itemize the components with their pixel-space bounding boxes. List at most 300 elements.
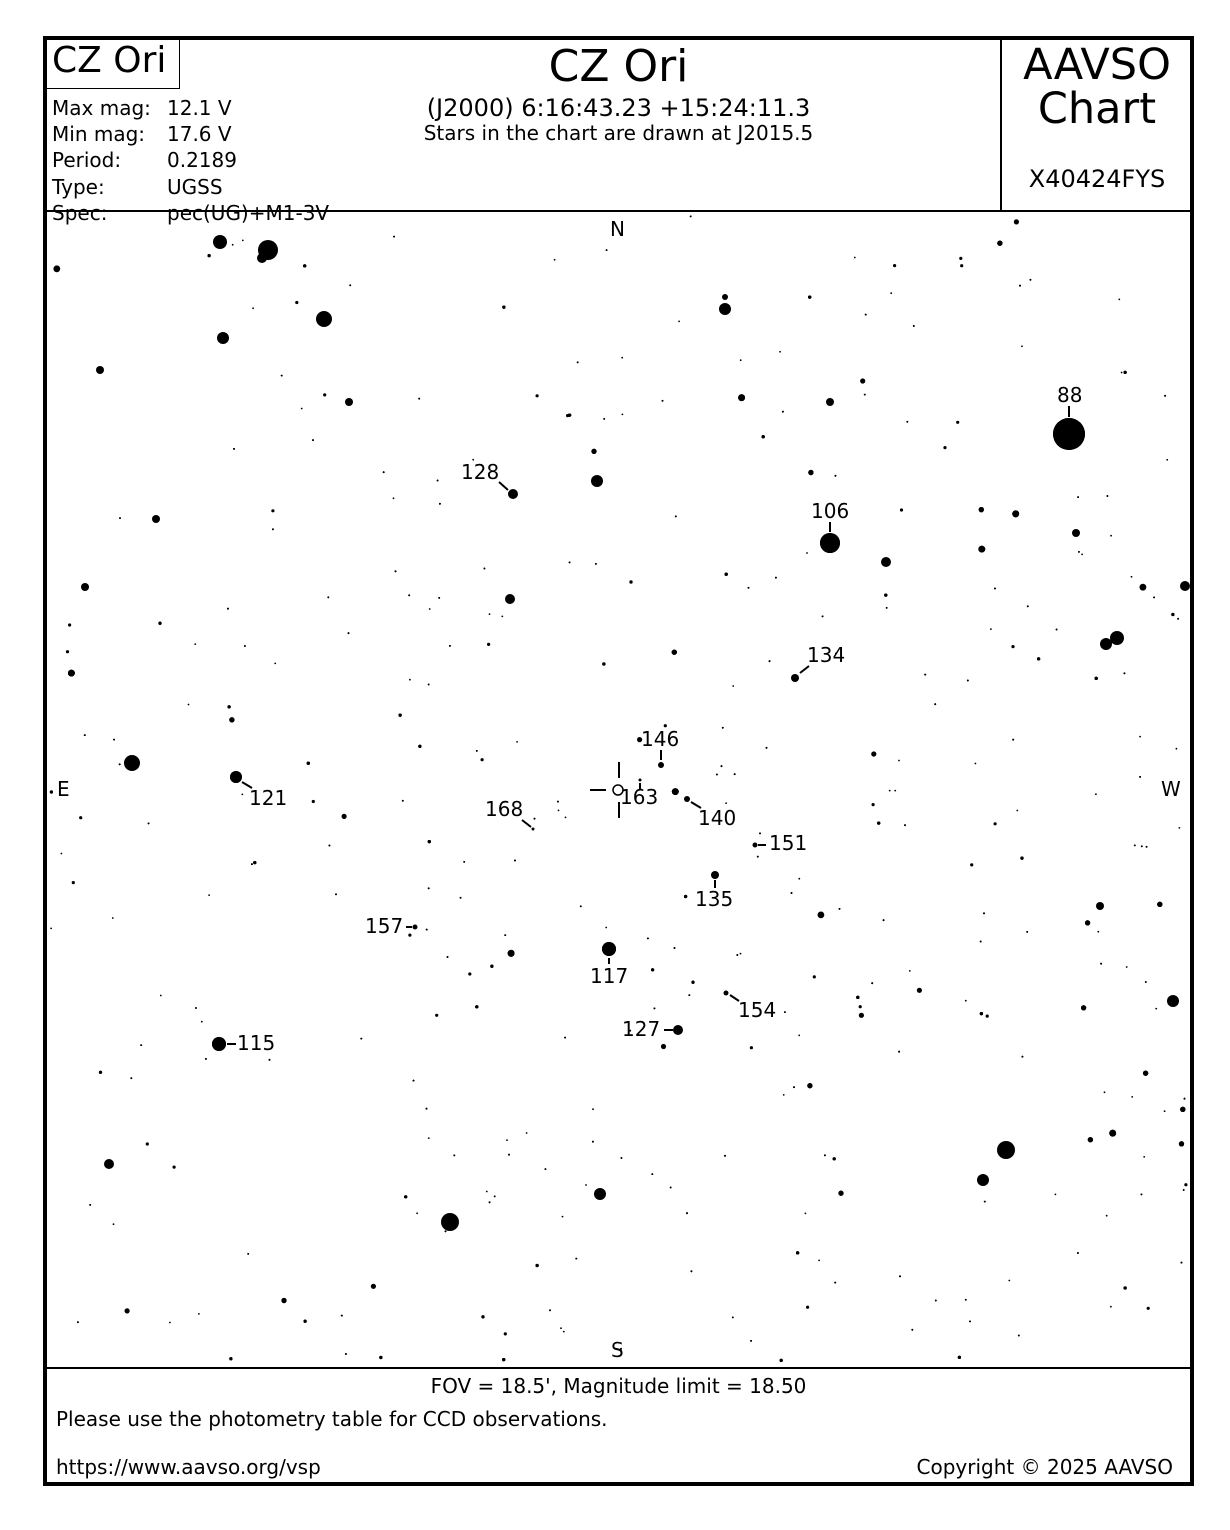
- field-star: [490, 965, 493, 968]
- comparison-star-label: 151: [769, 831, 808, 855]
- field-star: [854, 257, 856, 259]
- field-star: [859, 1013, 864, 1018]
- field-star: [662, 400, 664, 402]
- field-star: [740, 359, 742, 361]
- field-star: [798, 878, 800, 880]
- field-star: [721, 765, 723, 767]
- field-star: [585, 1184, 587, 1186]
- chart-title: CZ Ori: [548, 41, 689, 92]
- info-label: Period:: [52, 148, 122, 173]
- field-star: [838, 1191, 843, 1196]
- field-star: [1183, 1189, 1185, 1191]
- field-star: [418, 398, 420, 400]
- field-star: [119, 517, 121, 519]
- field-star: [979, 507, 984, 512]
- field-star: [1179, 1141, 1184, 1146]
- field-star: [301, 408, 303, 410]
- field-star: [834, 1282, 836, 1284]
- info-label: Spec:: [52, 200, 108, 225]
- comparison-star-135: [695, 871, 733, 911]
- field-star: [564, 1037, 566, 1039]
- comparison-star-128: [461, 460, 518, 499]
- field-star: [232, 244, 234, 246]
- field-star: [408, 934, 411, 937]
- field-star: [1100, 963, 1102, 965]
- field-star: [229, 1357, 232, 1360]
- field-star: [904, 824, 906, 826]
- field-star: [722, 727, 724, 729]
- field-star: [281, 375, 283, 377]
- field-star: [956, 421, 959, 424]
- comparison-star-layer: [212, 383, 1085, 1055]
- aavso-chart-label: [1002, 40, 1192, 134]
- comparison-star-label: 128: [461, 460, 500, 484]
- comparison-star-88: [1053, 383, 1085, 450]
- bright-field-star: [719, 303, 731, 315]
- field-star: [806, 552, 808, 554]
- comparison-star-marker: [230, 771, 242, 783]
- field-star: [1126, 966, 1128, 968]
- copyright: Copyright © 2025 AAVSO: [916, 1455, 1173, 1479]
- field-star: [484, 568, 486, 570]
- field-star: [1008, 1280, 1010, 1282]
- field-star: [1109, 1130, 1116, 1137]
- field-star: [1179, 827, 1181, 829]
- bright-field-star: [1180, 581, 1190, 591]
- field-star: [978, 546, 985, 553]
- comparison-star-label: 157: [365, 914, 404, 938]
- field-star: [806, 1306, 809, 1309]
- field-star: [791, 892, 793, 894]
- comparison-star-marker: [820, 533, 840, 553]
- field-star: [1011, 645, 1014, 648]
- field-star: [780, 1359, 783, 1362]
- field-star: [994, 822, 997, 825]
- field-star: [327, 596, 329, 598]
- field-star: [864, 394, 866, 396]
- field-star: [980, 941, 982, 943]
- field-star: [227, 608, 229, 610]
- field-star: [481, 758, 484, 761]
- field-star: [672, 788, 679, 795]
- field-star: [580, 905, 582, 907]
- chart-id: X40424FYS: [1028, 165, 1166, 193]
- field-star: [1104, 1091, 1106, 1093]
- field-star: [194, 643, 196, 645]
- bright-field-star: [1096, 902, 1104, 910]
- field-star: [198, 1313, 200, 1315]
- field-star: [871, 751, 876, 756]
- field-star: [569, 562, 571, 564]
- field-star: [1145, 981, 1147, 983]
- epoch-note: Stars in the chart are drawn at J2015.5: [423, 121, 814, 145]
- field-star: [859, 1005, 862, 1008]
- field-star: [460, 897, 462, 899]
- field-star: [360, 1038, 362, 1040]
- field-star: [453, 1155, 455, 1157]
- field-star: [1171, 613, 1174, 616]
- comparison-star-marker: [1053, 418, 1085, 450]
- field-star: [514, 860, 516, 862]
- field-star: [865, 314, 867, 316]
- field-star: [672, 650, 677, 655]
- field-star: [1020, 857, 1023, 860]
- field-star: [1077, 496, 1079, 498]
- info-label: Type:: [52, 174, 105, 199]
- field-star: [975, 763, 977, 765]
- field-star: [371, 1284, 376, 1289]
- comparison-star-label: 135: [695, 887, 734, 911]
- field-star: [808, 470, 813, 475]
- bright-field-star: [591, 475, 603, 487]
- comparison-star-label: 168: [485, 797, 524, 821]
- field-star: [125, 1308, 130, 1313]
- field-star: [762, 435, 765, 438]
- field-star: [304, 1320, 307, 1323]
- field-star: [647, 938, 649, 940]
- info-row-max-mag: [52, 95, 329, 121]
- field-star: [437, 480, 439, 482]
- bright-field-star: [1167, 995, 1179, 1007]
- star-info: [52, 95, 329, 226]
- field-star: [591, 449, 596, 454]
- field-star: [426, 1108, 428, 1110]
- field-star: [654, 1008, 656, 1010]
- field-star: [793, 1086, 795, 1088]
- photometry-note: Please use the photometry table for CCD observations.: [56, 1407, 608, 1431]
- fov-info: FOV = 18.5', Magnitude limit = 18.50: [430, 1374, 807, 1398]
- field-star: [229, 717, 234, 722]
- field-star: [428, 1137, 430, 1139]
- field-star: [253, 861, 256, 864]
- field-star: [146, 1142, 149, 1145]
- bright-field-star: [997, 1141, 1015, 1159]
- field-star: [426, 929, 428, 931]
- info-value: 12.1 V: [167, 96, 232, 120]
- field-star: [602, 662, 605, 665]
- field-star: [1077, 1252, 1079, 1254]
- field-star: [807, 1083, 812, 1088]
- field-star: [822, 616, 824, 618]
- target-coordinates: (J2000) 6:16:43.23 +15:24:11.3: [426, 94, 811, 122]
- field-star: [622, 414, 624, 416]
- comparison-star-134: [791, 643, 845, 682]
- field-star: [1081, 554, 1083, 556]
- field-star: [409, 679, 411, 681]
- field-star: [1153, 597, 1155, 599]
- field-star: [872, 803, 875, 806]
- field-star: [983, 912, 985, 914]
- field-star: [560, 1327, 562, 1329]
- field-star: [558, 810, 560, 812]
- info-label: Max mag:: [52, 96, 151, 120]
- field-star: [606, 249, 608, 251]
- field-star: [53, 265, 60, 272]
- comparison-star-marker: [791, 674, 799, 682]
- field-star: [1143, 1071, 1148, 1076]
- south-label: S: [611, 1338, 624, 1362]
- field-star: [241, 794, 243, 796]
- bright-field-star: [1072, 529, 1080, 537]
- field-star: [675, 516, 677, 518]
- field-star: [502, 306, 505, 309]
- field-star: [893, 264, 896, 267]
- target-reticle: [590, 762, 623, 818]
- field-star: [924, 674, 926, 676]
- field-star: [449, 645, 451, 647]
- field-star: [1147, 1307, 1150, 1310]
- field-star: [1110, 535, 1112, 537]
- field-star: [889, 790, 891, 792]
- field-star: [468, 972, 471, 975]
- field-star: [1146, 846, 1148, 848]
- comparison-star-label: 121: [249, 786, 288, 810]
- field-star: [1177, 618, 1179, 620]
- field-star: [79, 816, 82, 819]
- bright-field-star: [345, 398, 353, 406]
- field-star: [906, 421, 908, 423]
- comparison-star-marker: [602, 942, 616, 956]
- field-star: [158, 622, 161, 625]
- bright-field-star: [1110, 631, 1124, 645]
- comparison-star-label: 163: [620, 785, 659, 809]
- field-star: [577, 361, 579, 363]
- field-star: [839, 908, 841, 910]
- field-star: [1055, 1194, 1057, 1196]
- bright-field-star: [594, 1188, 606, 1200]
- comparison-star-marker: [212, 1037, 226, 1051]
- field-star: [554, 259, 556, 261]
- bright-field-star: [257, 253, 267, 263]
- field-star: [281, 1298, 286, 1303]
- field-star: [1097, 931, 1099, 933]
- comparison-star-label: 117: [590, 964, 629, 988]
- field-star: [1012, 510, 1019, 517]
- field-star: [592, 1108, 594, 1110]
- field-star: [935, 1300, 937, 1302]
- field-star: [228, 705, 231, 708]
- info-value: 0.2189: [167, 148, 237, 173]
- field-star: [775, 577, 777, 579]
- field-star: [734, 773, 736, 775]
- field-star: [1143, 1156, 1145, 1158]
- comparison-star-marker: [639, 779, 642, 782]
- field-star: [439, 503, 441, 505]
- field-star: [383, 471, 385, 473]
- info-value: 17.6 V: [167, 122, 232, 147]
- comparison-star-label: 127: [622, 1017, 661, 1041]
- field-star: [61, 853, 63, 855]
- field-star: [428, 840, 431, 843]
- field-star: [1014, 219, 1019, 224]
- field-star: [494, 1196, 496, 1198]
- comparison-star-label: 106: [811, 499, 850, 523]
- field-star: [323, 393, 326, 396]
- field-star: [670, 1187, 672, 1189]
- field-star: [725, 802, 727, 804]
- comparison-star-146: [641, 727, 679, 768]
- field-star: [506, 1139, 508, 1141]
- field-star: [1021, 345, 1023, 347]
- field-star: [562, 1216, 564, 1218]
- field-star: [160, 995, 162, 997]
- field-star: [341, 1315, 343, 1317]
- field-star: [750, 1340, 752, 1342]
- info-row-type: [52, 174, 329, 200]
- field-star: [629, 580, 632, 583]
- bright-field-star: [505, 594, 515, 604]
- field-star: [898, 760, 900, 762]
- field-star: [445, 1230, 447, 1232]
- field-star: [1131, 1096, 1133, 1098]
- field-star: [886, 607, 888, 609]
- field-star: [169, 1322, 171, 1324]
- field-star: [877, 822, 880, 825]
- direction-labels: [57, 217, 1181, 1362]
- field-star: [140, 1044, 142, 1046]
- comparison-star-marker: [684, 796, 690, 802]
- comparison-star-marker: [711, 871, 719, 879]
- comparison-star-label: 88: [1057, 383, 1083, 407]
- field-star: [750, 1046, 753, 1049]
- field-star: [748, 587, 750, 589]
- comparison-star-163: [620, 779, 658, 810]
- field-star: [757, 856, 759, 858]
- field-star: [481, 1315, 484, 1318]
- field-star: [1164, 1110, 1166, 1112]
- field-star: [68, 623, 71, 626]
- field-star: [252, 307, 254, 309]
- field-star: [112, 917, 114, 919]
- field-star: [113, 1223, 115, 1225]
- field-star: [295, 301, 298, 304]
- field-star: [782, 411, 784, 413]
- field-star: [1134, 845, 1136, 847]
- field-star: [621, 357, 623, 359]
- field-star: [724, 1155, 726, 1157]
- field-star: [429, 608, 431, 610]
- field-star: [508, 950, 515, 957]
- field-star: [568, 414, 571, 417]
- comparison-star-label: 140: [698, 806, 737, 830]
- field-star: [549, 1309, 551, 1311]
- field-star: [303, 264, 306, 267]
- field-star: [833, 1157, 836, 1160]
- field-star: [502, 1358, 505, 1361]
- field-star: [312, 439, 314, 441]
- field-star: [1139, 736, 1141, 738]
- field-star: [379, 1356, 382, 1359]
- field-star: [487, 643, 490, 646]
- north-label: N: [610, 217, 625, 241]
- field-star: [486, 1191, 488, 1193]
- field-star: [1184, 1183, 1187, 1186]
- field-star: [1118, 299, 1120, 301]
- field-star: [970, 863, 973, 866]
- field-star: [605, 927, 607, 929]
- comparison-star-117: [590, 942, 628, 988]
- info-row-min-mag: [52, 121, 329, 147]
- bright-field-star: [826, 398, 834, 406]
- field-star: [784, 1011, 786, 1013]
- field-star: [536, 1264, 539, 1267]
- field-star: [489, 1201, 491, 1203]
- field-star: [738, 394, 745, 401]
- field-star: [796, 1251, 799, 1254]
- bright-field-star: [1100, 638, 1112, 650]
- field-star: [435, 1014, 438, 1017]
- field-star: [1107, 495, 1109, 497]
- field-star: [1085, 920, 1090, 925]
- field-star: [557, 801, 559, 803]
- field-star: [89, 1204, 91, 1206]
- comparison-star-label: 134: [807, 643, 846, 667]
- field-star: [1078, 551, 1080, 553]
- field-star: [1095, 793, 1097, 795]
- bright-field-star: [152, 515, 160, 523]
- bright-field-star: [881, 557, 891, 567]
- bright-field-star: [81, 583, 89, 591]
- comparison-star-106: [811, 499, 849, 553]
- aavso-label: AAVSO: [1023, 40, 1171, 90]
- field-star: [565, 817, 567, 819]
- field-star: [1124, 1286, 1127, 1289]
- field-star: [428, 684, 430, 686]
- bright-field-star: [96, 366, 104, 374]
- field-star: [835, 475, 837, 477]
- field-star: [1176, 748, 1178, 750]
- comparison-star-140: [684, 796, 736, 830]
- field-star: [688, 994, 690, 996]
- field-star: [148, 823, 150, 825]
- field-star: [813, 975, 816, 978]
- comparison-star-marker: [673, 1025, 683, 1035]
- field-star: [1140, 584, 1147, 591]
- field-star: [99, 1071, 102, 1074]
- field-star: [798, 1035, 800, 1037]
- field-star: [894, 790, 896, 792]
- field-star: [818, 1260, 820, 1262]
- field-star: [1155, 1008, 1157, 1010]
- field-star: [934, 703, 936, 705]
- field-star: [1081, 1005, 1086, 1010]
- field-star: [393, 497, 395, 499]
- comparison-star-168: [485, 797, 535, 831]
- vsp-url[interactable]: https://www.aavso.org/vsp: [56, 1455, 321, 1479]
- field-star: [504, 1332, 507, 1335]
- bright-field-star: [441, 1213, 459, 1231]
- field-star: [883, 919, 885, 921]
- field-star: [1022, 1056, 1024, 1058]
- field-star: [72, 881, 75, 884]
- bright-field-star: [217, 332, 229, 344]
- field-star: [732, 1317, 734, 1319]
- field-star: [399, 714, 402, 717]
- field-star: [402, 800, 404, 802]
- bright-field-star: [104, 1159, 114, 1169]
- field-star: [504, 934, 506, 936]
- field-star: [269, 1059, 271, 1061]
- info-value: pec(UG)+M1-3V: [167, 200, 330, 225]
- field-star: [516, 741, 518, 743]
- bright-field-star: [977, 1174, 989, 1186]
- field-star: [958, 1356, 961, 1359]
- field-star: [769, 660, 771, 662]
- field-star: [205, 1058, 207, 1060]
- field-star: [595, 563, 597, 565]
- field-star: [534, 818, 536, 820]
- field-star: [890, 292, 892, 294]
